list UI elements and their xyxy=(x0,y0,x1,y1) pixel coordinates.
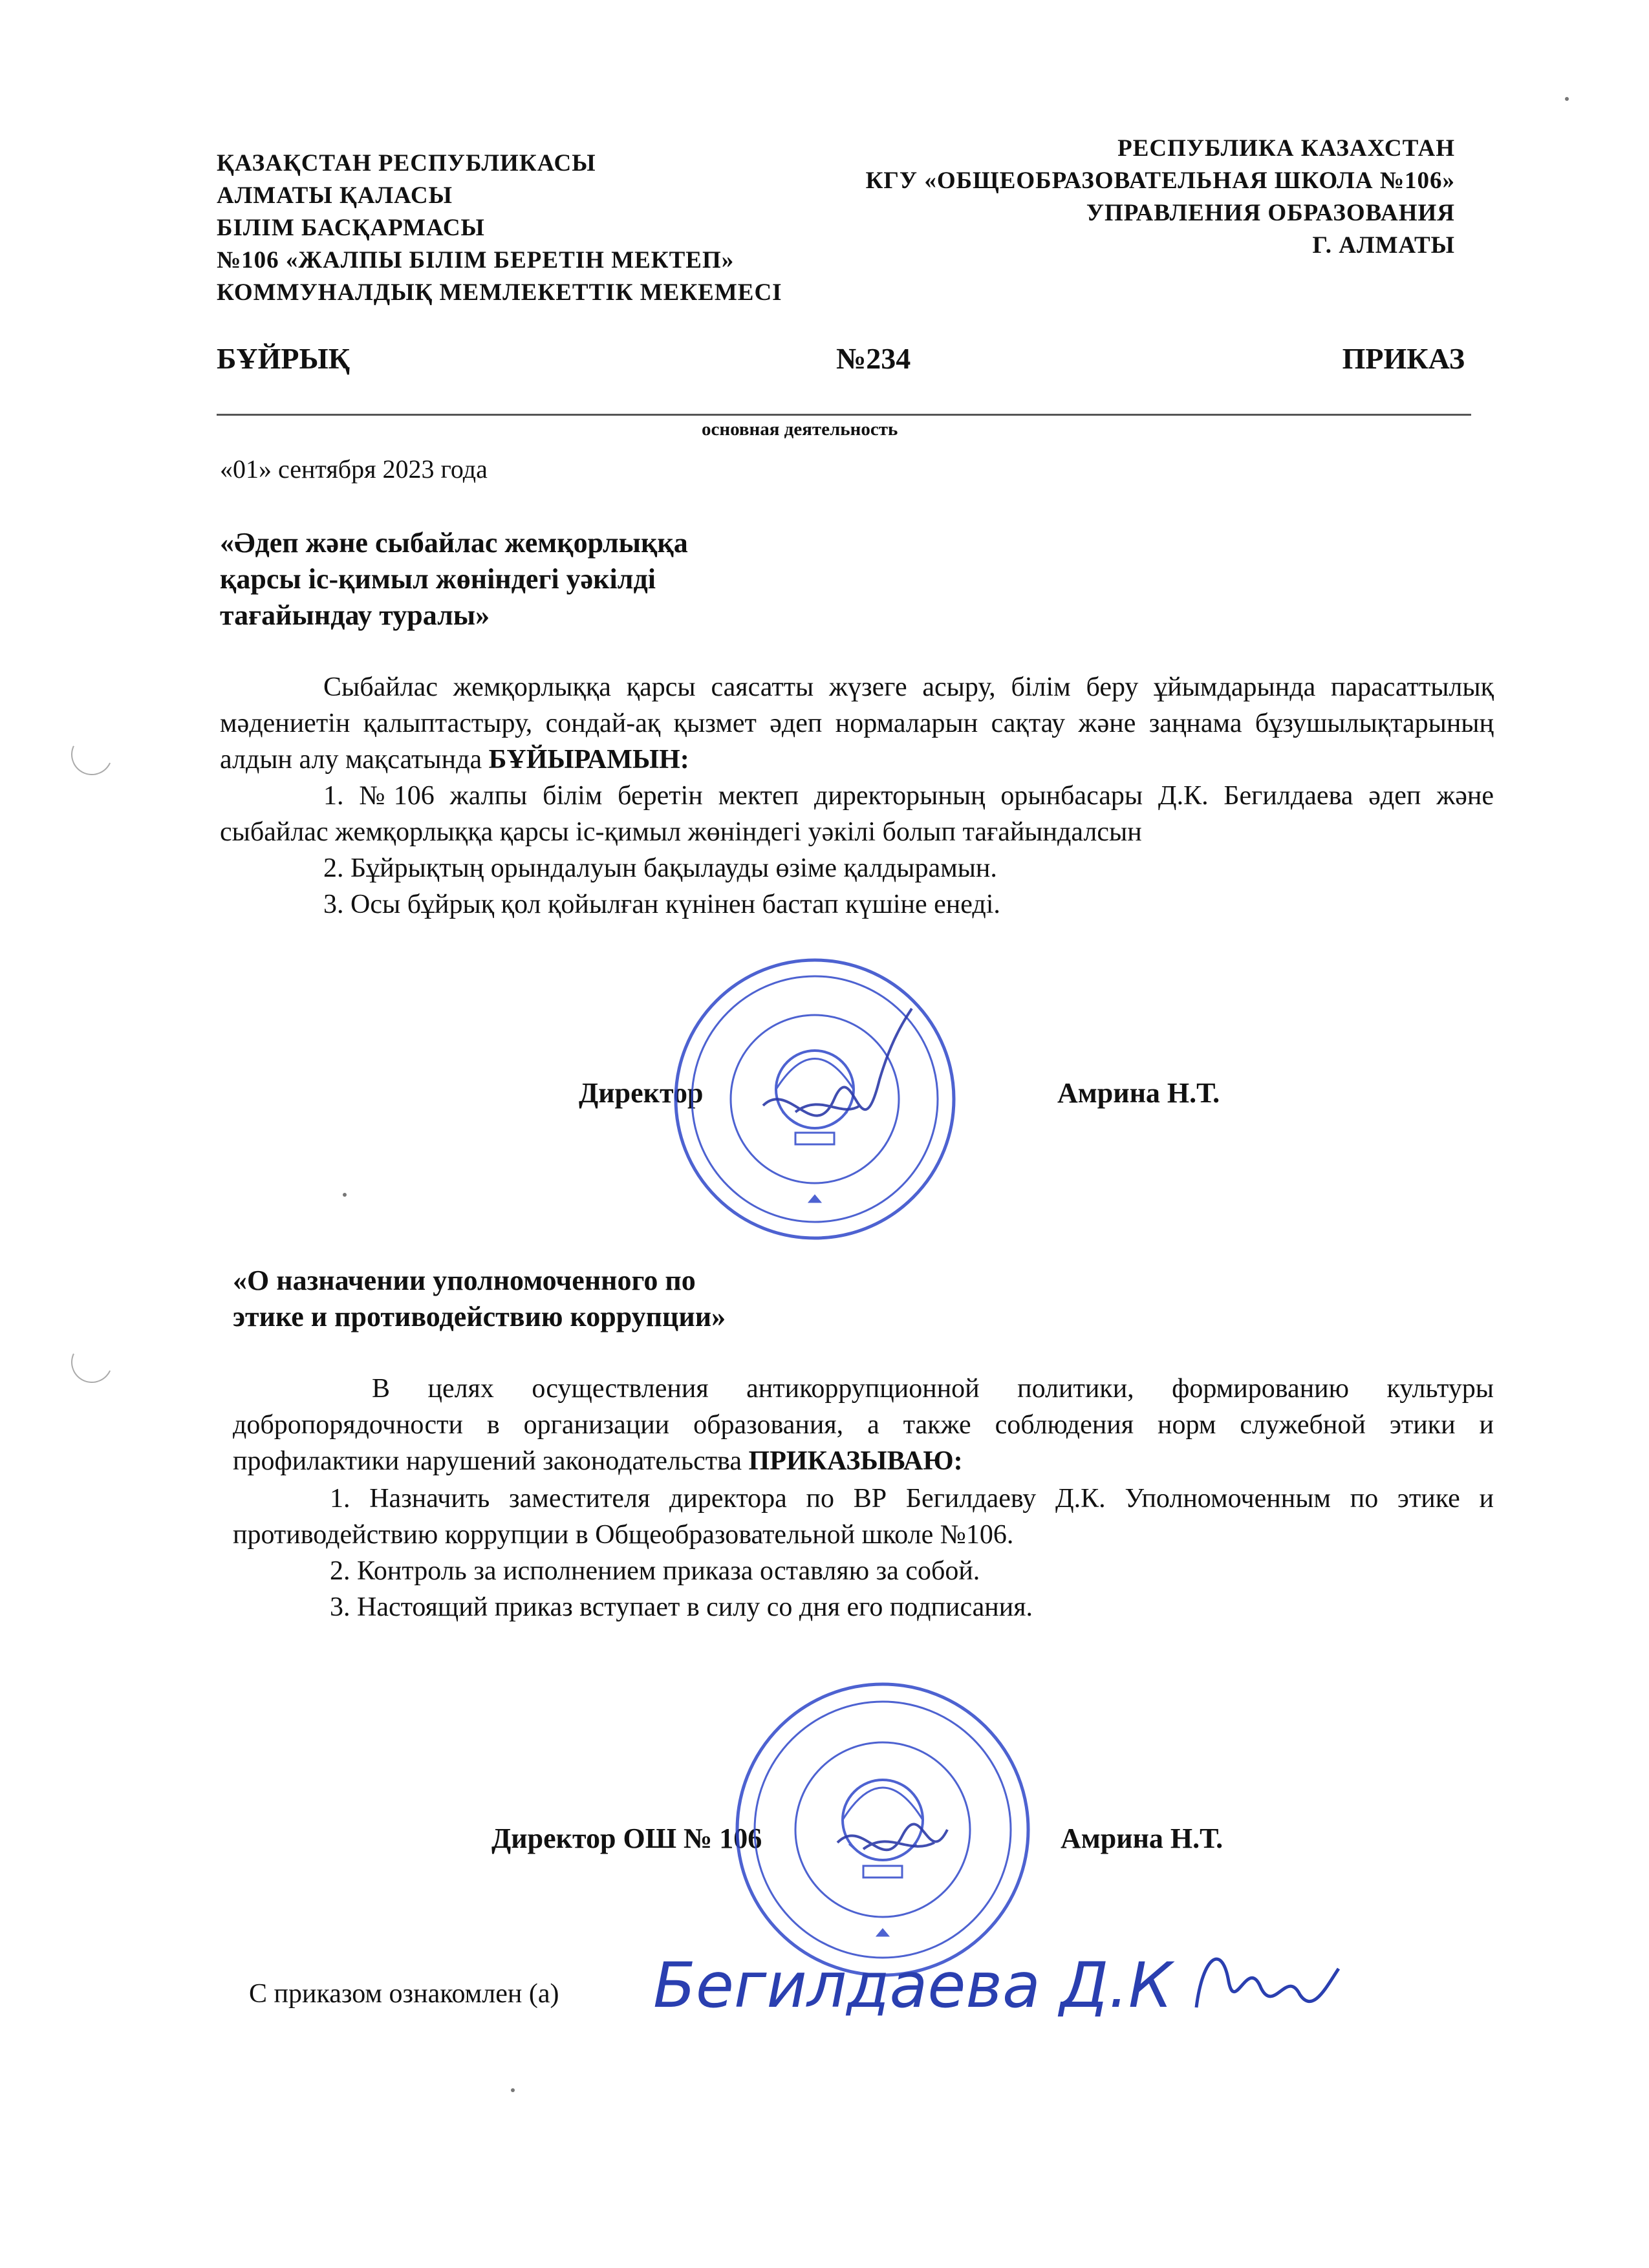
scan-speck xyxy=(343,1193,347,1197)
official-seal-stamp-2 xyxy=(727,1674,1038,1985)
order-ru-label: ПРИКАЗ xyxy=(1342,342,1465,375)
kz-title-line: «Әдеп және сыбайлас жемқорлыққа xyxy=(220,527,688,559)
header-ru-block xyxy=(866,133,1455,262)
ru-item-2: 2. Контроль за исполнением приказа оставляю за собой. xyxy=(330,1556,980,1586)
ru-intro-text: В целях осуществления антикоррупционной политики, формированию культуры добропорядочности в организации образования, а также соблюдения норм служебной этики и профилактики нарушений законодательства xyxy=(233,1374,1494,1476)
ru-item-1: 1. Назначить заместителя директора по ВР Бегилдаеву Д.К. Уполномоченным по этике и противодействию коррупции в Общеобразовательной школе №106. xyxy=(233,1484,1494,1550)
kz-signature-name: Амрина Н.Т. xyxy=(1057,1077,1220,1109)
header-ru-line: РЕСПУБЛИКА КАЗАХСТАН xyxy=(1117,135,1455,162)
ru-title-line: этике и противодействию коррупции» xyxy=(233,1301,726,1332)
header-kz-block xyxy=(217,147,782,309)
ru-signature-name: Амрина Н.Т. xyxy=(1061,1823,1223,1854)
handwritten-signature xyxy=(1183,1930,1352,2027)
kz-item-3: 3. Осы бұйрық қол қойылған күнінен бастап күшіне енеді. xyxy=(323,890,1000,919)
order-subtitle: основная деятельность xyxy=(702,419,898,440)
order-date: «01» сентября 2023 года xyxy=(220,455,488,484)
kz-title-line: қарсы іс-қимыл жөніндегі уәкілді xyxy=(220,563,656,595)
header-kz-line: КОММУНАЛДЫҚ МЕМЛЕКЕТТІК МЕКЕМЕСІ xyxy=(217,279,782,306)
header-divider xyxy=(217,414,1471,416)
official-seal-stamp xyxy=(666,950,964,1248)
kz-item-1: 1. №106 жалпы білім беретін мектеп директорының орынбасары Д.К. Бегилдаева әдеп және сыбайлас жемқорлыққа қарсы іс-қимыл жөніндегі уәкілі болып тағайындалсын xyxy=(220,781,1494,847)
header-kz-line: №106 «ЖАЛПЫ БІЛІМ БЕРЕТІН МЕКТЕП» xyxy=(217,247,735,273)
ru-intro-paragraph xyxy=(233,1371,1494,1479)
scan-speck xyxy=(1565,97,1569,101)
kz-title-line: тағайындау туралы» xyxy=(220,599,490,631)
header-ru-line: УПРАВЛЕНИЯ ОБРАЗОВАНИЯ xyxy=(1086,200,1455,226)
acknowledgement-label: С приказом ознакомлен (а) xyxy=(249,1979,559,2009)
kz-signature-title: Директор xyxy=(579,1077,704,1109)
ru-signature-title: Директор ОШ № 106 xyxy=(491,1823,762,1854)
punch-hole-mark xyxy=(65,728,118,781)
ru-title xyxy=(233,1263,726,1335)
order-number: №234 xyxy=(836,342,911,375)
header-kz-line: БІЛІМ БАСҚАРМАСЫ xyxy=(217,215,485,241)
kz-title xyxy=(220,525,688,634)
ru-intro-command: ПРИКАЗЫВАЮ: xyxy=(748,1446,963,1476)
handwritten-name: Бегилдаева Д.К xyxy=(653,1949,1172,2022)
scan-speck xyxy=(511,2088,515,2092)
kz-intro-paragraph xyxy=(220,669,1494,778)
header-ru-line: КГУ «ОБЩЕОБРАЗОВАТЕЛЬНАЯ ШКОЛА №106» xyxy=(865,167,1455,194)
kz-intro-text: Сыбайлас жемқорлыққа қарсы саясатты жүзеге асыру, білім беру ұйымдарында парасаттылық мәдениетін қалыптастыру, сондай-ақ қызмет әдеп нормаларын сақтау және заңнама бұзушылықтарының алдын алу мақсатында xyxy=(220,672,1494,775)
kz-intro-command: БҰЙЫРАМЫН: xyxy=(488,745,689,775)
kz-item-2: 2. Бұйрықтың орындалуын бақылауды өзіме қалдырамын. xyxy=(323,853,997,883)
header-kz-line: ҚАЗАҚСТАН РЕСПУБЛИКАСЫ xyxy=(217,150,596,177)
punch-hole-mark xyxy=(65,1336,118,1389)
ru-title-line: «О назначении уполномоченного по xyxy=(233,1265,696,1296)
header-kz-line: АЛМАТЫ ҚАЛАСЫ xyxy=(217,182,453,209)
order-kz-label: БҰЙРЫҚ xyxy=(217,342,350,375)
ru-item-3: 3. Настоящий приказ вступает в силу со дня его подписания. xyxy=(330,1592,1033,1622)
header-ru-line: Г. АЛМАТЫ xyxy=(1312,232,1455,259)
